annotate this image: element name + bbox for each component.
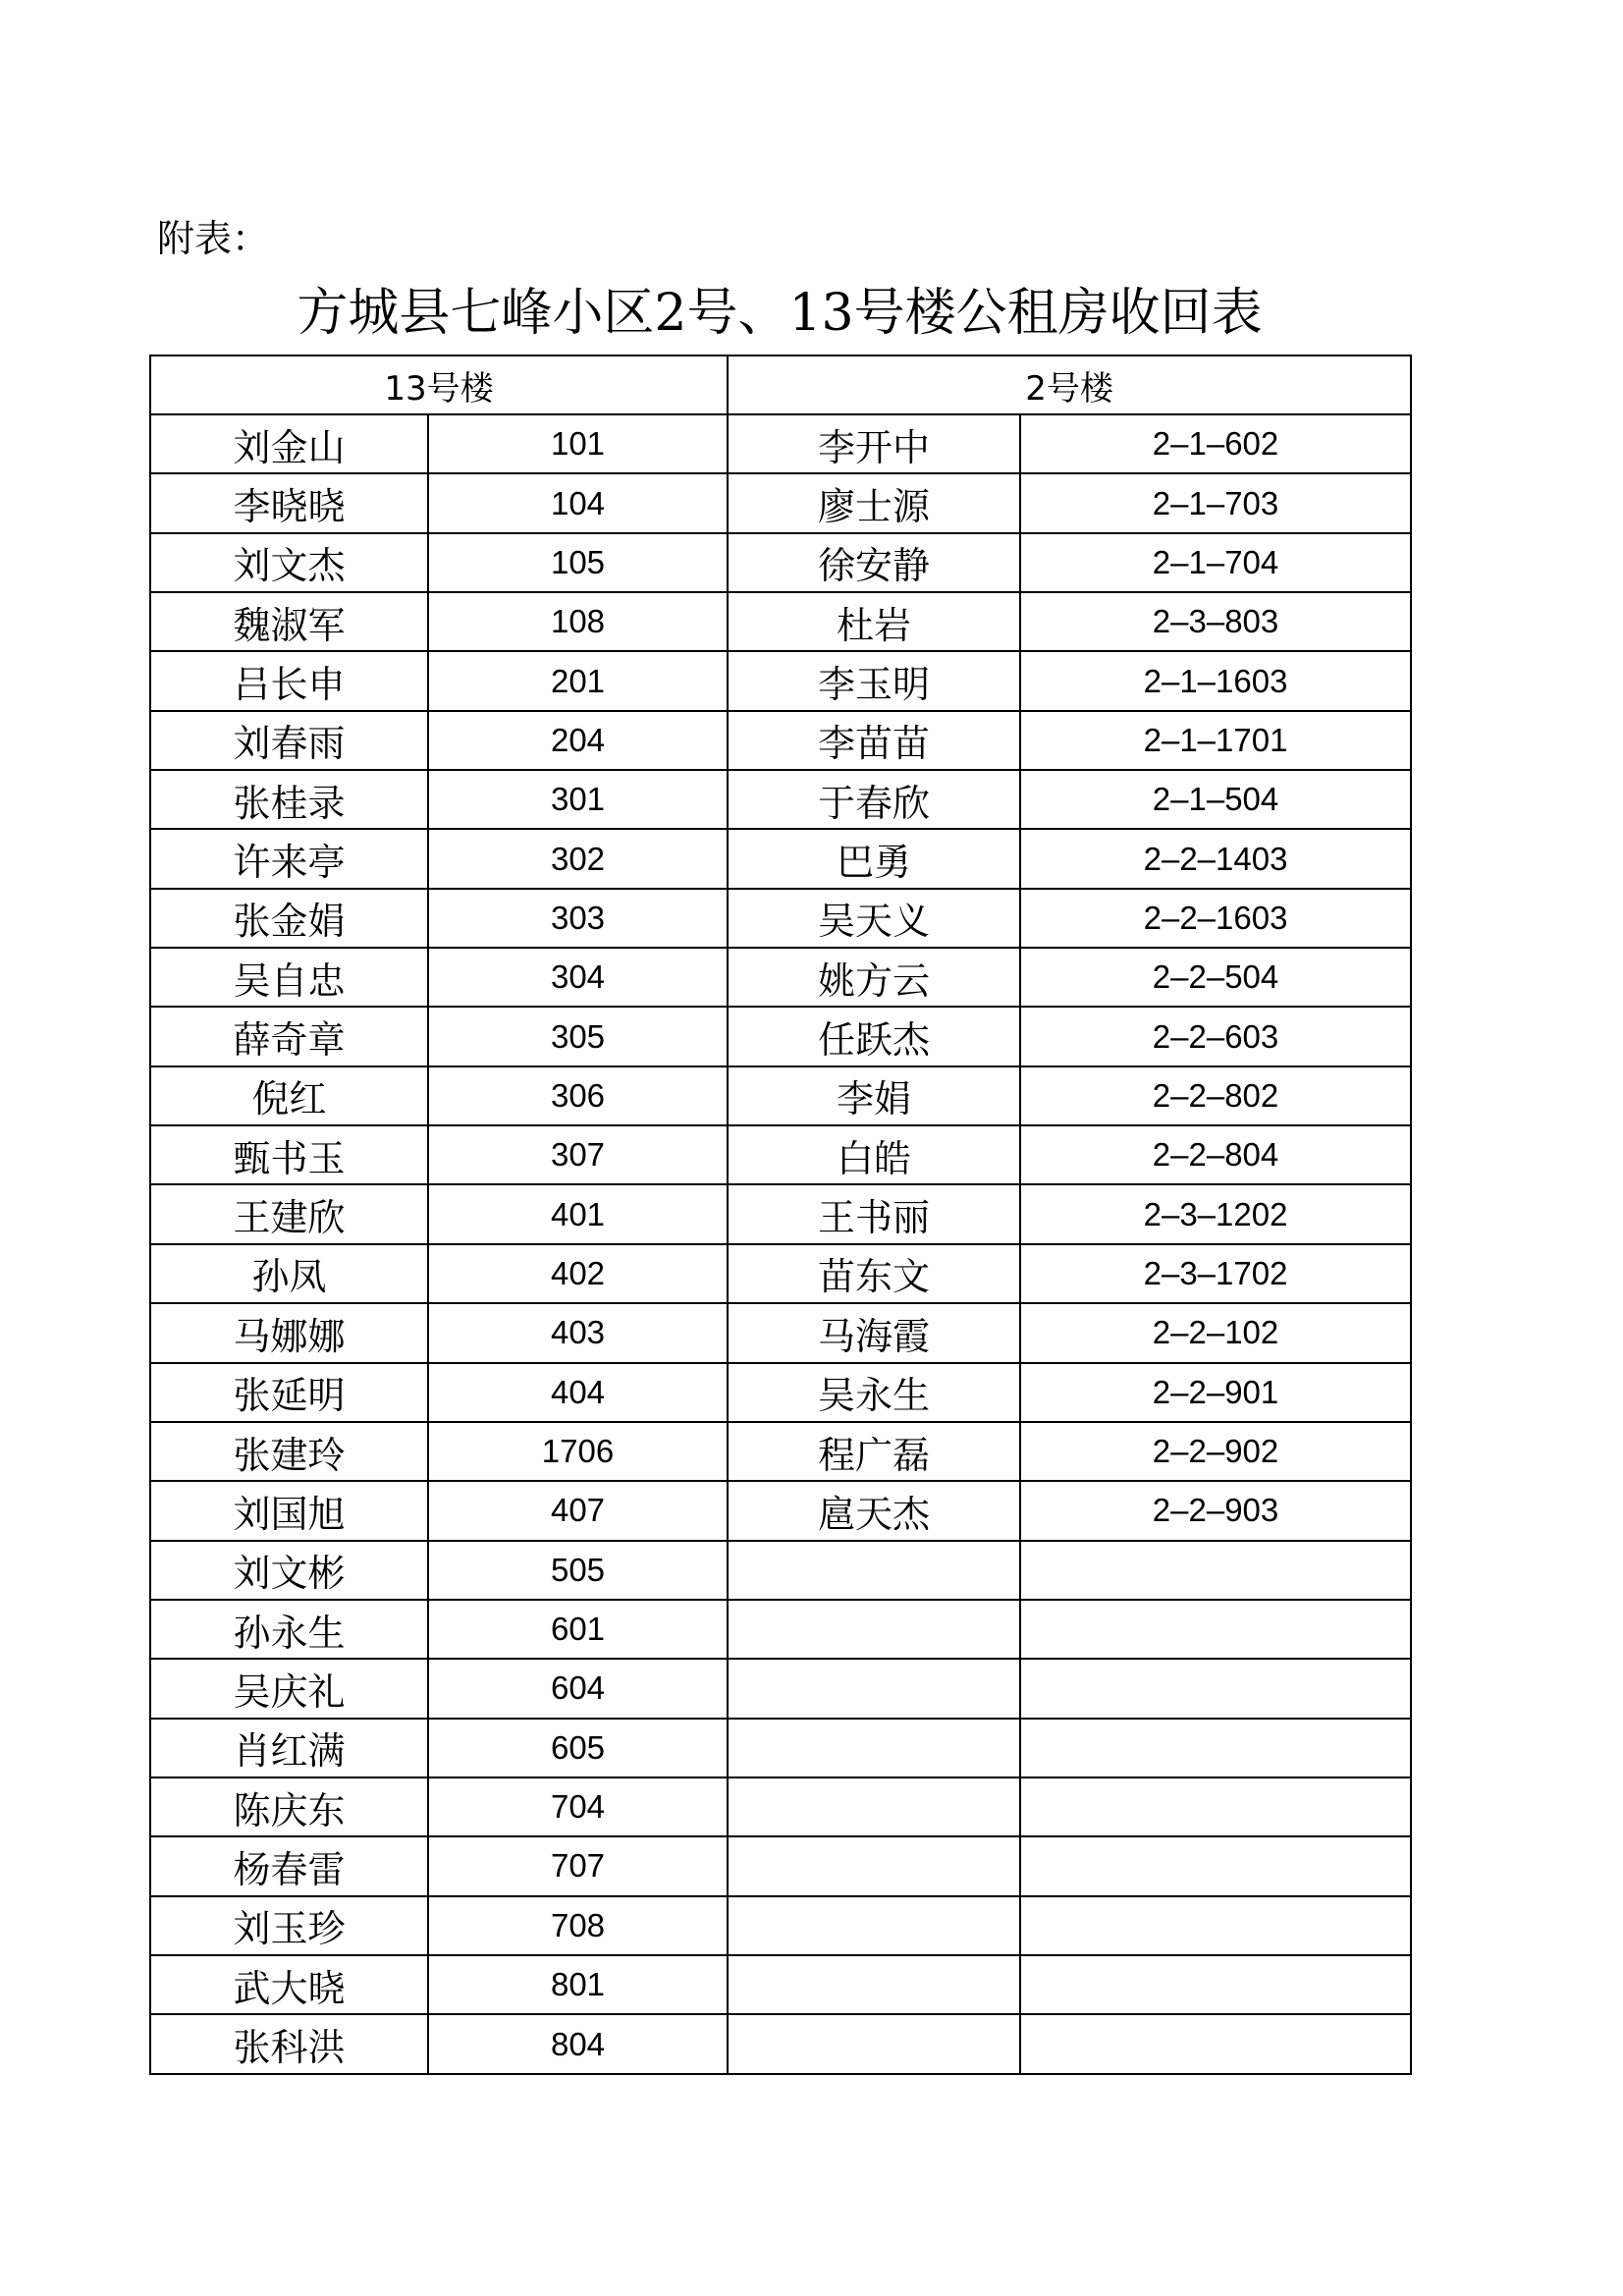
- b2-room-cell: 2–3–803: [1020, 592, 1411, 651]
- header-building-13: 13号楼: [150, 355, 728, 414]
- header-building-2: 2号楼: [728, 355, 1411, 414]
- b2-room-cell: [1020, 2014, 1411, 2074]
- attachment-label: 附表：: [157, 217, 270, 260]
- b2-name-cell: 姚方云: [728, 948, 1020, 1007]
- b2-room-cell: 2–2–603: [1020, 1007, 1411, 1066]
- b2-name-cell: 廖士源: [728, 473, 1020, 532]
- b2-name-cell: 程广磊: [728, 1422, 1020, 1481]
- b13-room-cell: 605: [428, 1719, 728, 1777]
- b2-name-cell: 李苗苗: [728, 711, 1020, 770]
- page-title: 方城县七峰小区2号、13号楼公租房收回表: [297, 284, 1263, 343]
- b13-name-cell: 吴庆礼: [150, 1659, 428, 1718]
- table-row: [150, 1066, 1411, 1125]
- b13-name-cell: 杨春雷: [150, 1836, 428, 1895]
- table-row: [150, 1303, 1411, 1362]
- table-row: [150, 829, 1411, 888]
- b2-room-cell: 2–2–804: [1020, 1125, 1411, 1184]
- b13-room-cell: 201: [428, 651, 728, 710]
- b13-name-cell: 刘玉珍: [150, 1896, 428, 1955]
- b2-name-cell: 李娟: [728, 1066, 1020, 1125]
- table-row: [150, 1244, 1411, 1303]
- b2-room-cell: [1020, 1719, 1411, 1777]
- b2-room-cell: 2–1–704: [1020, 533, 1411, 592]
- b13-room-cell: 404: [428, 1363, 728, 1422]
- table-row: [150, 1896, 1411, 1955]
- b2-name-cell: 吴永生: [728, 1363, 1020, 1422]
- b13-room-cell: 604: [428, 1659, 728, 1718]
- table-row: [150, 711, 1411, 770]
- b2-name-cell: 苗东文: [728, 1244, 1020, 1303]
- b13-name-cell: 许来亭: [150, 829, 428, 888]
- b2-room-cell: 2–3–1702: [1020, 1244, 1411, 1303]
- b13-name-cell: 孙凤: [150, 1244, 428, 1303]
- b2-name-cell: 于春欣: [728, 770, 1020, 829]
- b13-name-cell: 武大晓: [150, 1955, 428, 2014]
- b13-name-cell: 张延明: [150, 1363, 428, 1422]
- b2-name-cell: [728, 1777, 1020, 1836]
- b13-name-cell: 张建玲: [150, 1422, 428, 1481]
- b13-name-cell: 刘国旭: [150, 1481, 428, 1540]
- b13-name-cell: 李晓晓: [150, 473, 428, 532]
- b2-name-cell: 扈天杰: [728, 1481, 1020, 1540]
- table-row: [150, 1541, 1411, 1600]
- b13-room-cell: 402: [428, 1244, 728, 1303]
- b2-name-cell: 任跃杰: [728, 1007, 1020, 1066]
- table-row: [150, 533, 1411, 592]
- b13-room-cell: 401: [428, 1184, 728, 1243]
- b13-name-cell: 张金娟: [150, 889, 428, 948]
- b2-room-cell: 2–3–1202: [1020, 1184, 1411, 1243]
- b13-room-cell: 301: [428, 770, 728, 829]
- b13-room-cell: 403: [428, 1303, 728, 1362]
- table-row: [150, 1659, 1411, 1718]
- b13-room-cell: 303: [428, 889, 728, 948]
- b13-room-cell: 801: [428, 1955, 728, 2014]
- table-row: [150, 592, 1411, 651]
- table-header-row: [150, 355, 1411, 414]
- b2-name-cell: [728, 1600, 1020, 1659]
- b13-room-cell: 601: [428, 1600, 728, 1659]
- b13-name-cell: 肖红满: [150, 1719, 428, 1777]
- b13-name-cell: 刘春雨: [150, 711, 428, 770]
- table-row: [150, 1600, 1411, 1659]
- table-row: [150, 1719, 1411, 1777]
- b13-room-cell: 306: [428, 1066, 728, 1125]
- table-row: [150, 1422, 1411, 1481]
- b2-name-cell: 徐安静: [728, 533, 1020, 592]
- b13-room-cell: 804: [428, 2014, 728, 2074]
- b13-room-cell: 305: [428, 1007, 728, 1066]
- b2-name-cell: [728, 1719, 1020, 1777]
- table-row: [150, 1363, 1411, 1422]
- b13-room-cell: 407: [428, 1481, 728, 1540]
- b2-room-cell: [1020, 1896, 1411, 1955]
- b2-name-cell: 吴天义: [728, 889, 1020, 948]
- table-row: [150, 2014, 1411, 2074]
- b2-name-cell: 李开中: [728, 414, 1020, 473]
- b2-room-cell: 2–1–1603: [1020, 651, 1411, 710]
- b2-name-cell: 王书丽: [728, 1184, 1020, 1243]
- b2-room-cell: 2–2–504: [1020, 948, 1411, 1007]
- b2-room-cell: [1020, 1836, 1411, 1895]
- table-row: [150, 770, 1411, 829]
- b13-name-cell: 陈庆东: [150, 1777, 428, 1836]
- b2-room-cell: [1020, 1659, 1411, 1718]
- b2-room-cell: [1020, 1600, 1411, 1659]
- b13-name-cell: 张科洪: [150, 2014, 428, 2074]
- b2-name-cell: 白皓: [728, 1125, 1020, 1184]
- b2-name-cell: 杜岩: [728, 592, 1020, 651]
- b13-name-cell: 魏淑军: [150, 592, 428, 651]
- b13-name-cell: 马娜娜: [150, 1303, 428, 1362]
- b13-room-cell: 101: [428, 414, 728, 473]
- b2-room-cell: 2–1–703: [1020, 473, 1411, 532]
- b13-room-cell: 505: [428, 1541, 728, 1600]
- b13-name-cell: 吴自忠: [150, 948, 428, 1007]
- table-row: [150, 1836, 1411, 1895]
- b2-room-cell: 2–1–1701: [1020, 711, 1411, 770]
- b13-room-cell: 707: [428, 1836, 728, 1895]
- b2-name-cell: 李玉明: [728, 651, 1020, 710]
- b13-room-cell: 704: [428, 1777, 728, 1836]
- b13-room-cell: 307: [428, 1125, 728, 1184]
- b2-name-cell: [728, 2014, 1020, 2074]
- b13-name-cell: 倪红: [150, 1066, 428, 1125]
- b13-room-cell: 302: [428, 829, 728, 888]
- table-row: [150, 1481, 1411, 1540]
- b13-room-cell: 108: [428, 592, 728, 651]
- b13-name-cell: 孙永生: [150, 1600, 428, 1659]
- b2-room-cell: 2–2–902: [1020, 1422, 1411, 1481]
- table-row: [150, 651, 1411, 710]
- table-row: [150, 1955, 1411, 2014]
- table-row: [150, 1777, 1411, 1836]
- b2-room-cell: 2–2–1403: [1020, 829, 1411, 888]
- b2-room-cell: 2–1–602: [1020, 414, 1411, 473]
- table-row: [150, 948, 1411, 1007]
- b2-room-cell: [1020, 1777, 1411, 1836]
- b2-name-cell: [728, 1541, 1020, 1600]
- b13-room-cell: 304: [428, 948, 728, 1007]
- b13-room-cell: 708: [428, 1896, 728, 1955]
- table-body: [150, 414, 1411, 2074]
- b13-room-cell: 1706: [428, 1422, 728, 1481]
- b2-name-cell: [728, 1955, 1020, 2014]
- b13-name-cell: 刘文彬: [150, 1541, 428, 1600]
- table-row: [150, 473, 1411, 532]
- b2-room-cell: 2–2–903: [1020, 1481, 1411, 1540]
- b2-name-cell: 巴勇: [728, 829, 1020, 888]
- b2-room-cell: 2–1–504: [1020, 770, 1411, 829]
- b2-name-cell: [728, 1836, 1020, 1895]
- b2-name-cell: [728, 1896, 1020, 1955]
- b2-room-cell: 2–2–1603: [1020, 889, 1411, 948]
- table-row: [150, 414, 1411, 473]
- b2-room-cell: [1020, 1955, 1411, 2014]
- b13-name-cell: 张桂录: [150, 770, 428, 829]
- b13-room-cell: 204: [428, 711, 728, 770]
- b2-name-cell: [728, 1659, 1020, 1718]
- b2-room-cell: 2–2–102: [1020, 1303, 1411, 1362]
- b13-name-cell: 王建欣: [150, 1184, 428, 1243]
- b2-name-cell: 马海霞: [728, 1303, 1020, 1362]
- b13-name-cell: 甄书玉: [150, 1125, 428, 1184]
- b13-name-cell: 薛奇章: [150, 1007, 428, 1066]
- b2-room-cell: [1020, 1541, 1411, 1600]
- b13-name-cell: 刘文杰: [150, 533, 428, 592]
- table-row: [150, 1184, 1411, 1243]
- table-row: [150, 889, 1411, 948]
- b13-room-cell: 104: [428, 473, 728, 532]
- b13-name-cell: 刘金山: [150, 414, 428, 473]
- reclaim-table: [149, 355, 1412, 2075]
- b13-name-cell: 吕长申: [150, 651, 428, 710]
- table-row: [150, 1125, 1411, 1184]
- b2-room-cell: 2–2–901: [1020, 1363, 1411, 1422]
- b2-room-cell: 2–2–802: [1020, 1066, 1411, 1125]
- b13-room-cell: 105: [428, 533, 728, 592]
- table-row: [150, 1007, 1411, 1066]
